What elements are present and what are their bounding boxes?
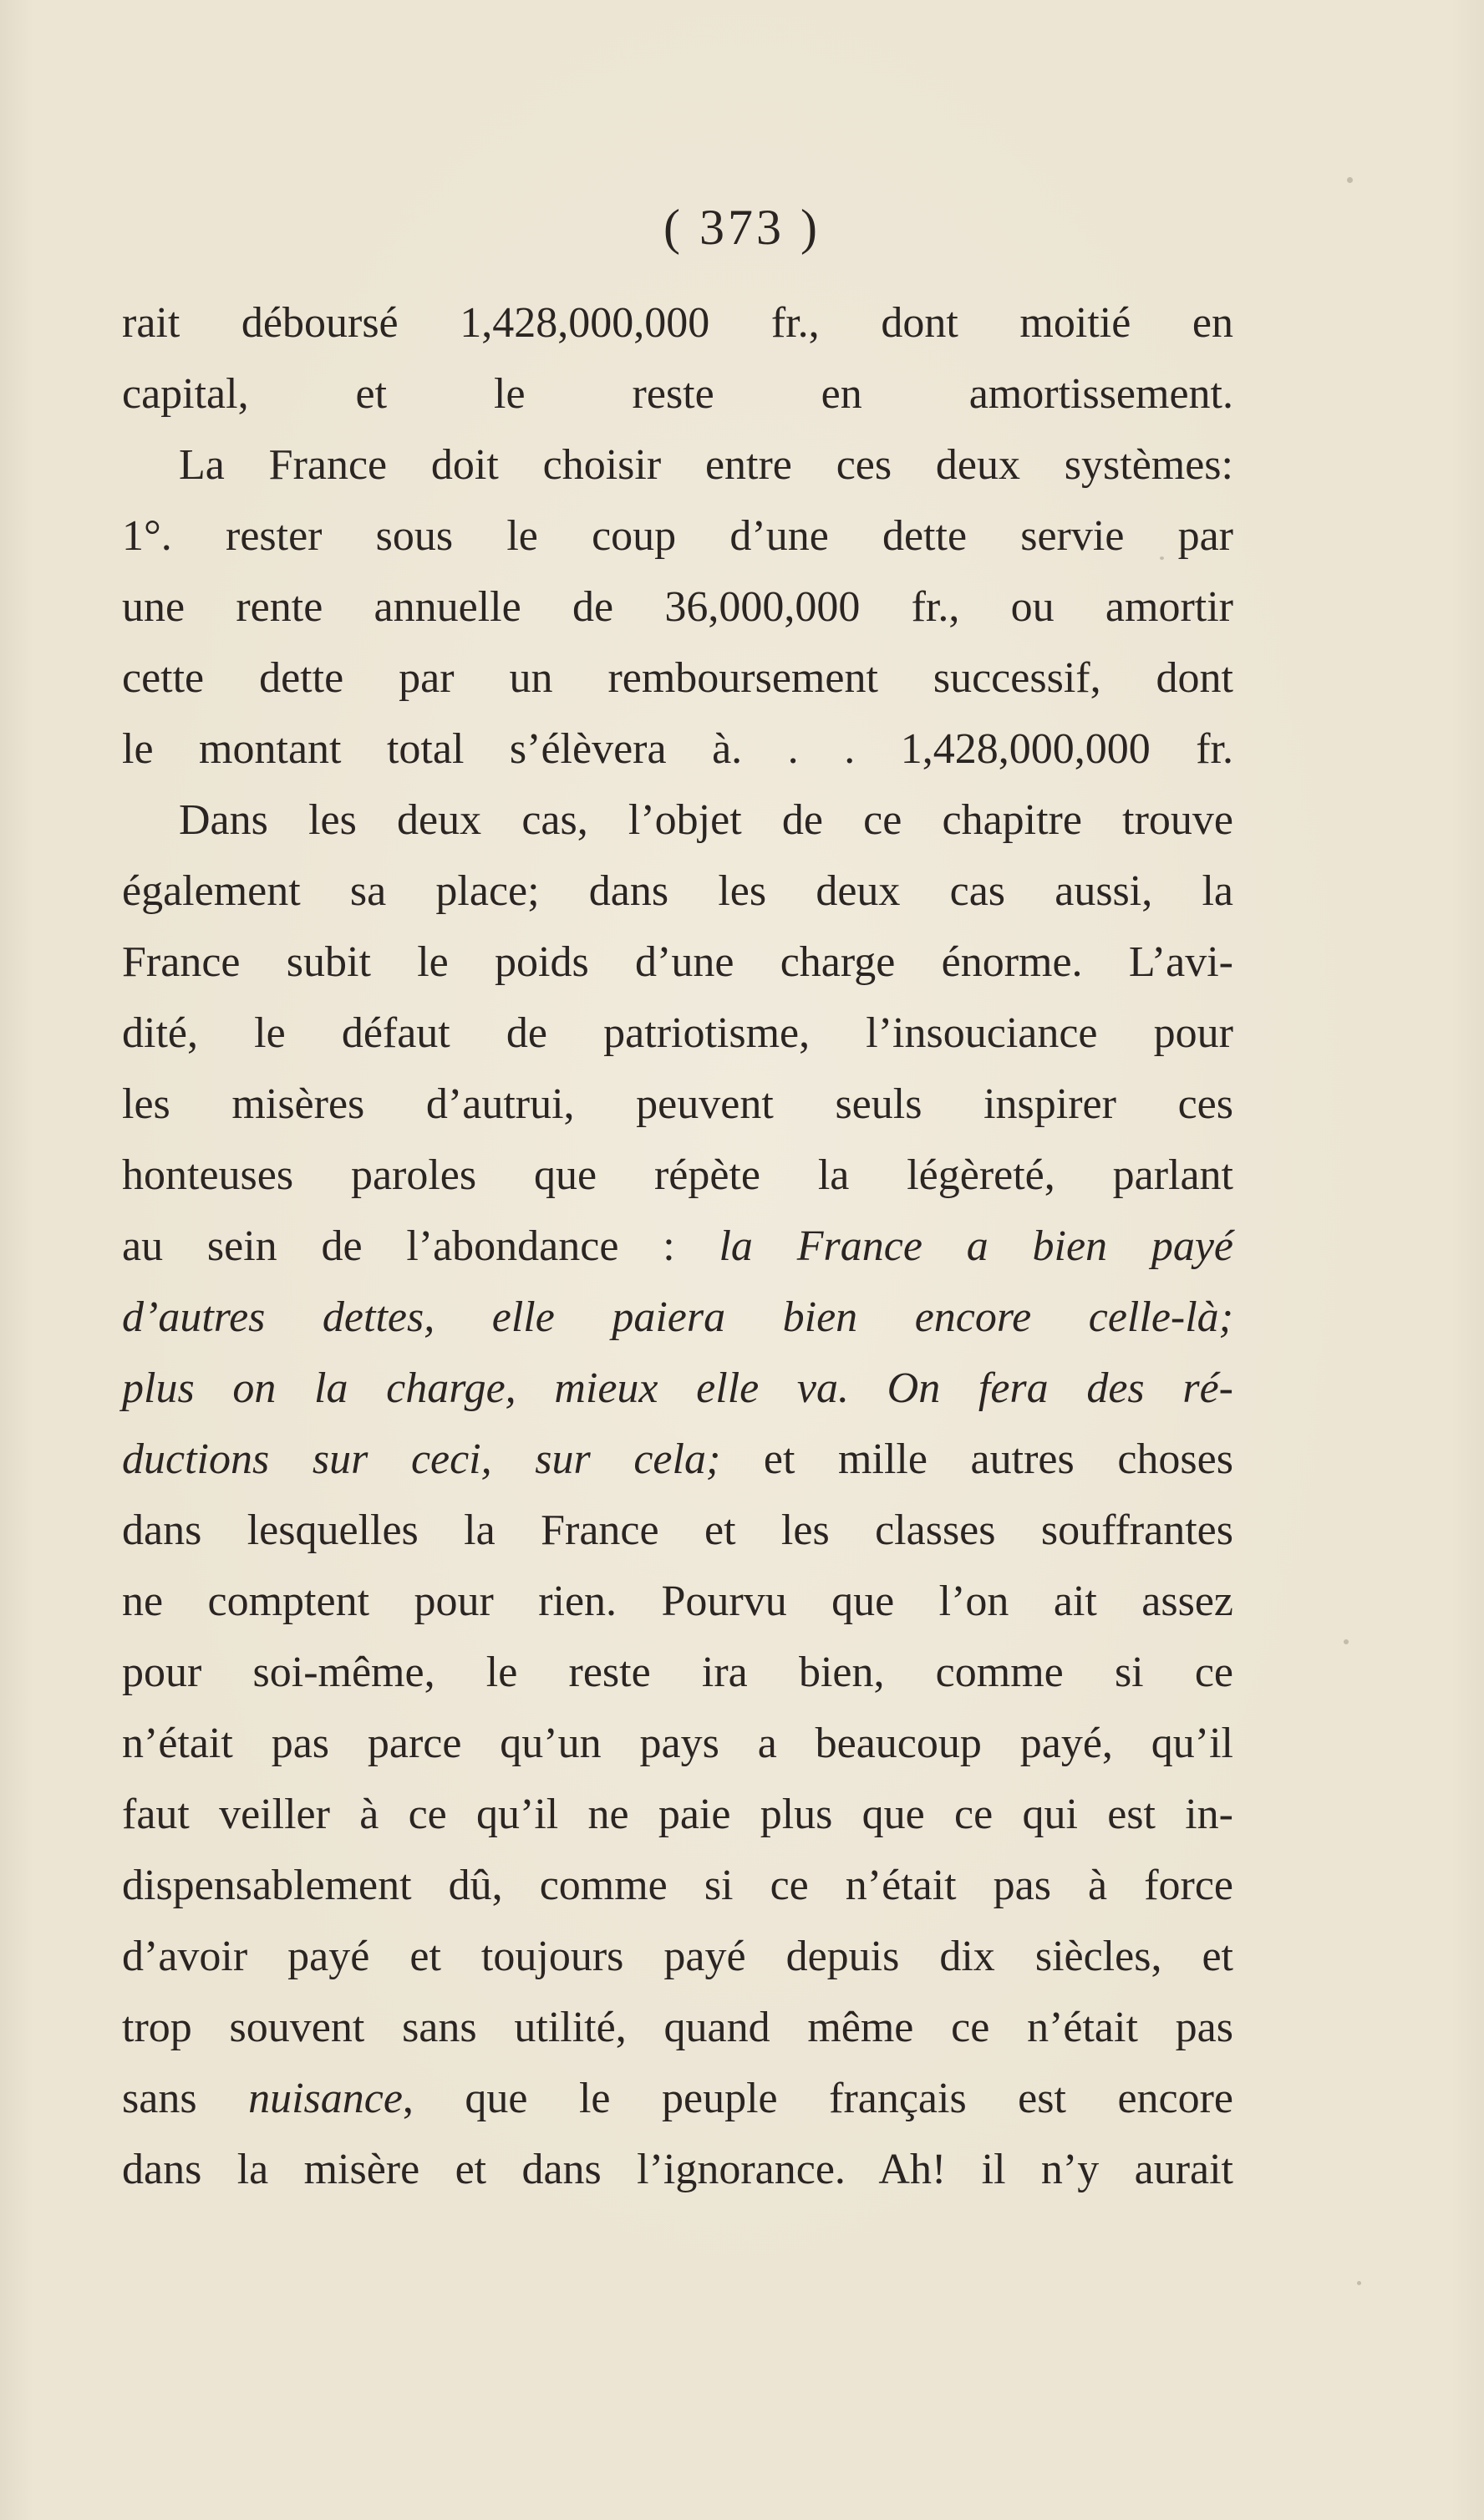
text-line: [122, 1424, 1233, 1495]
text-line: [122, 2134, 1233, 2205]
text-line: [122, 927, 1233, 998]
text-segment: n’était pas parce qu’un pays a beaucoup payé, qu’il: [122, 1720, 1233, 1767]
text-segment: , que le peuple français est encore: [402, 2075, 1233, 2122]
text-segment: honteuses paroles que répète la légèreté, parlant: [122, 1151, 1233, 1199]
text-segment: France subit le poids d’une charge énorme. L’avi-: [122, 938, 1233, 986]
text-segment: Dans les deux cas, l’objet de ce chapitre trouve: [179, 796, 1233, 844]
italic-text-segment: plus on la charge, mieux elle va. On fera des ré-: [122, 1364, 1233, 1412]
text-line: [122, 1069, 1233, 1140]
text-line: [122, 1850, 1233, 1921]
page-number: ( 373 ): [663, 200, 821, 255]
text-line: [122, 998, 1233, 1069]
italic-text-segment: ductions sur ceci, sur cela;: [122, 1435, 764, 1483]
text-line: [122, 785, 1233, 856]
paper-speck: [1357, 2281, 1361, 2285]
text-line: [122, 1282, 1233, 1353]
text-segment: dité, le défaut de patriotisme, l’insouciance pour: [122, 1009, 1233, 1057]
text-segment: au sein de l’abondance :: [122, 1222, 719, 1270]
text-line: [122, 1637, 1233, 1708]
text-line: [122, 714, 1233, 785]
text-segment: une rente annuelle de 36,000,000 fr., ou amortir: [122, 583, 1233, 631]
text-segment: également sa place; dans les deux cas aussi, la: [122, 867, 1233, 915]
text-segment: dispensablement dû, comme si ce n’était pas à force: [122, 1862, 1233, 1909]
text-segment: pour soi-même, le reste ira bien, comme si ce: [122, 1649, 1233, 1696]
text-line: [122, 1211, 1233, 1282]
italic-text-segment: nuisance: [248, 2075, 403, 2122]
text-segment: les misères d’autrui, peuvent seuls inspirer ces: [122, 1080, 1233, 1128]
text-line: [122, 1353, 1233, 1424]
text-segment: trop souvent sans utilité, quand même ce n’était pas: [122, 2004, 1233, 2051]
text-segment: dans lesquelles la France et les classes souffrantes: [122, 1506, 1233, 1554]
text-segment: cette dette par un remboursement successif, dont: [122, 654, 1233, 702]
text-segment: dans la misère et dans l’ignorance. Ah! il n’y aurait: [122, 2146, 1233, 2193]
text-line: [122, 1140, 1233, 1211]
text-line: [122, 1779, 1233, 1850]
italic-text-segment: d’autres dettes, elle paiera bien encore celle-là;: [122, 1293, 1233, 1341]
text-line: [122, 429, 1233, 500]
text-line: [122, 1992, 1233, 2063]
text-segment: ne comptent pour rien. Pourvu que l’on ait assez: [122, 1578, 1233, 1625]
paper-speck: [1347, 177, 1353, 183]
text-line: [122, 1495, 1233, 1566]
text-segment: La France doit choisir entre ces deux systèmes:: [179, 441, 1233, 489]
text-line: [122, 572, 1233, 643]
text-segment: rait déboursé 1,428,000,000 fr., dont moitié en: [122, 299, 1233, 347]
text-line: [122, 643, 1233, 714]
text-segment: capital, et le reste en amortissement.: [122, 370, 1233, 418]
text-segment: faut veiller à ce qu’il ne paie plus que ce qui est in-: [122, 1791, 1233, 1838]
text-segment: 1°. rester sous le coup d’une dette servie par: [122, 512, 1233, 560]
body-text: [122, 287, 1233, 2205]
text-line: [122, 1708, 1233, 1779]
text-line: [122, 856, 1233, 927]
text-segment: le montant total s’élèvera à. . . 1,428,000,000 fr.: [122, 725, 1233, 773]
italic-text-segment: la France a bien payé: [719, 1222, 1233, 1270]
text-line: [122, 500, 1233, 572]
text-segment: et mille autres choses: [763, 1435, 1233, 1483]
text-segment: sans: [122, 2075, 249, 2122]
text-line: [122, 1921, 1233, 1992]
paper-speck: [1160, 556, 1164, 560]
text-line: [122, 287, 1233, 358]
paper-speck: [1344, 1639, 1349, 1644]
text-line: [122, 358, 1233, 429]
text-line: [122, 2063, 1233, 2134]
text-line: [122, 1566, 1233, 1637]
text-segment: d’avoir payé et toujours payé depuis dix siècles, et: [122, 1933, 1233, 1980]
